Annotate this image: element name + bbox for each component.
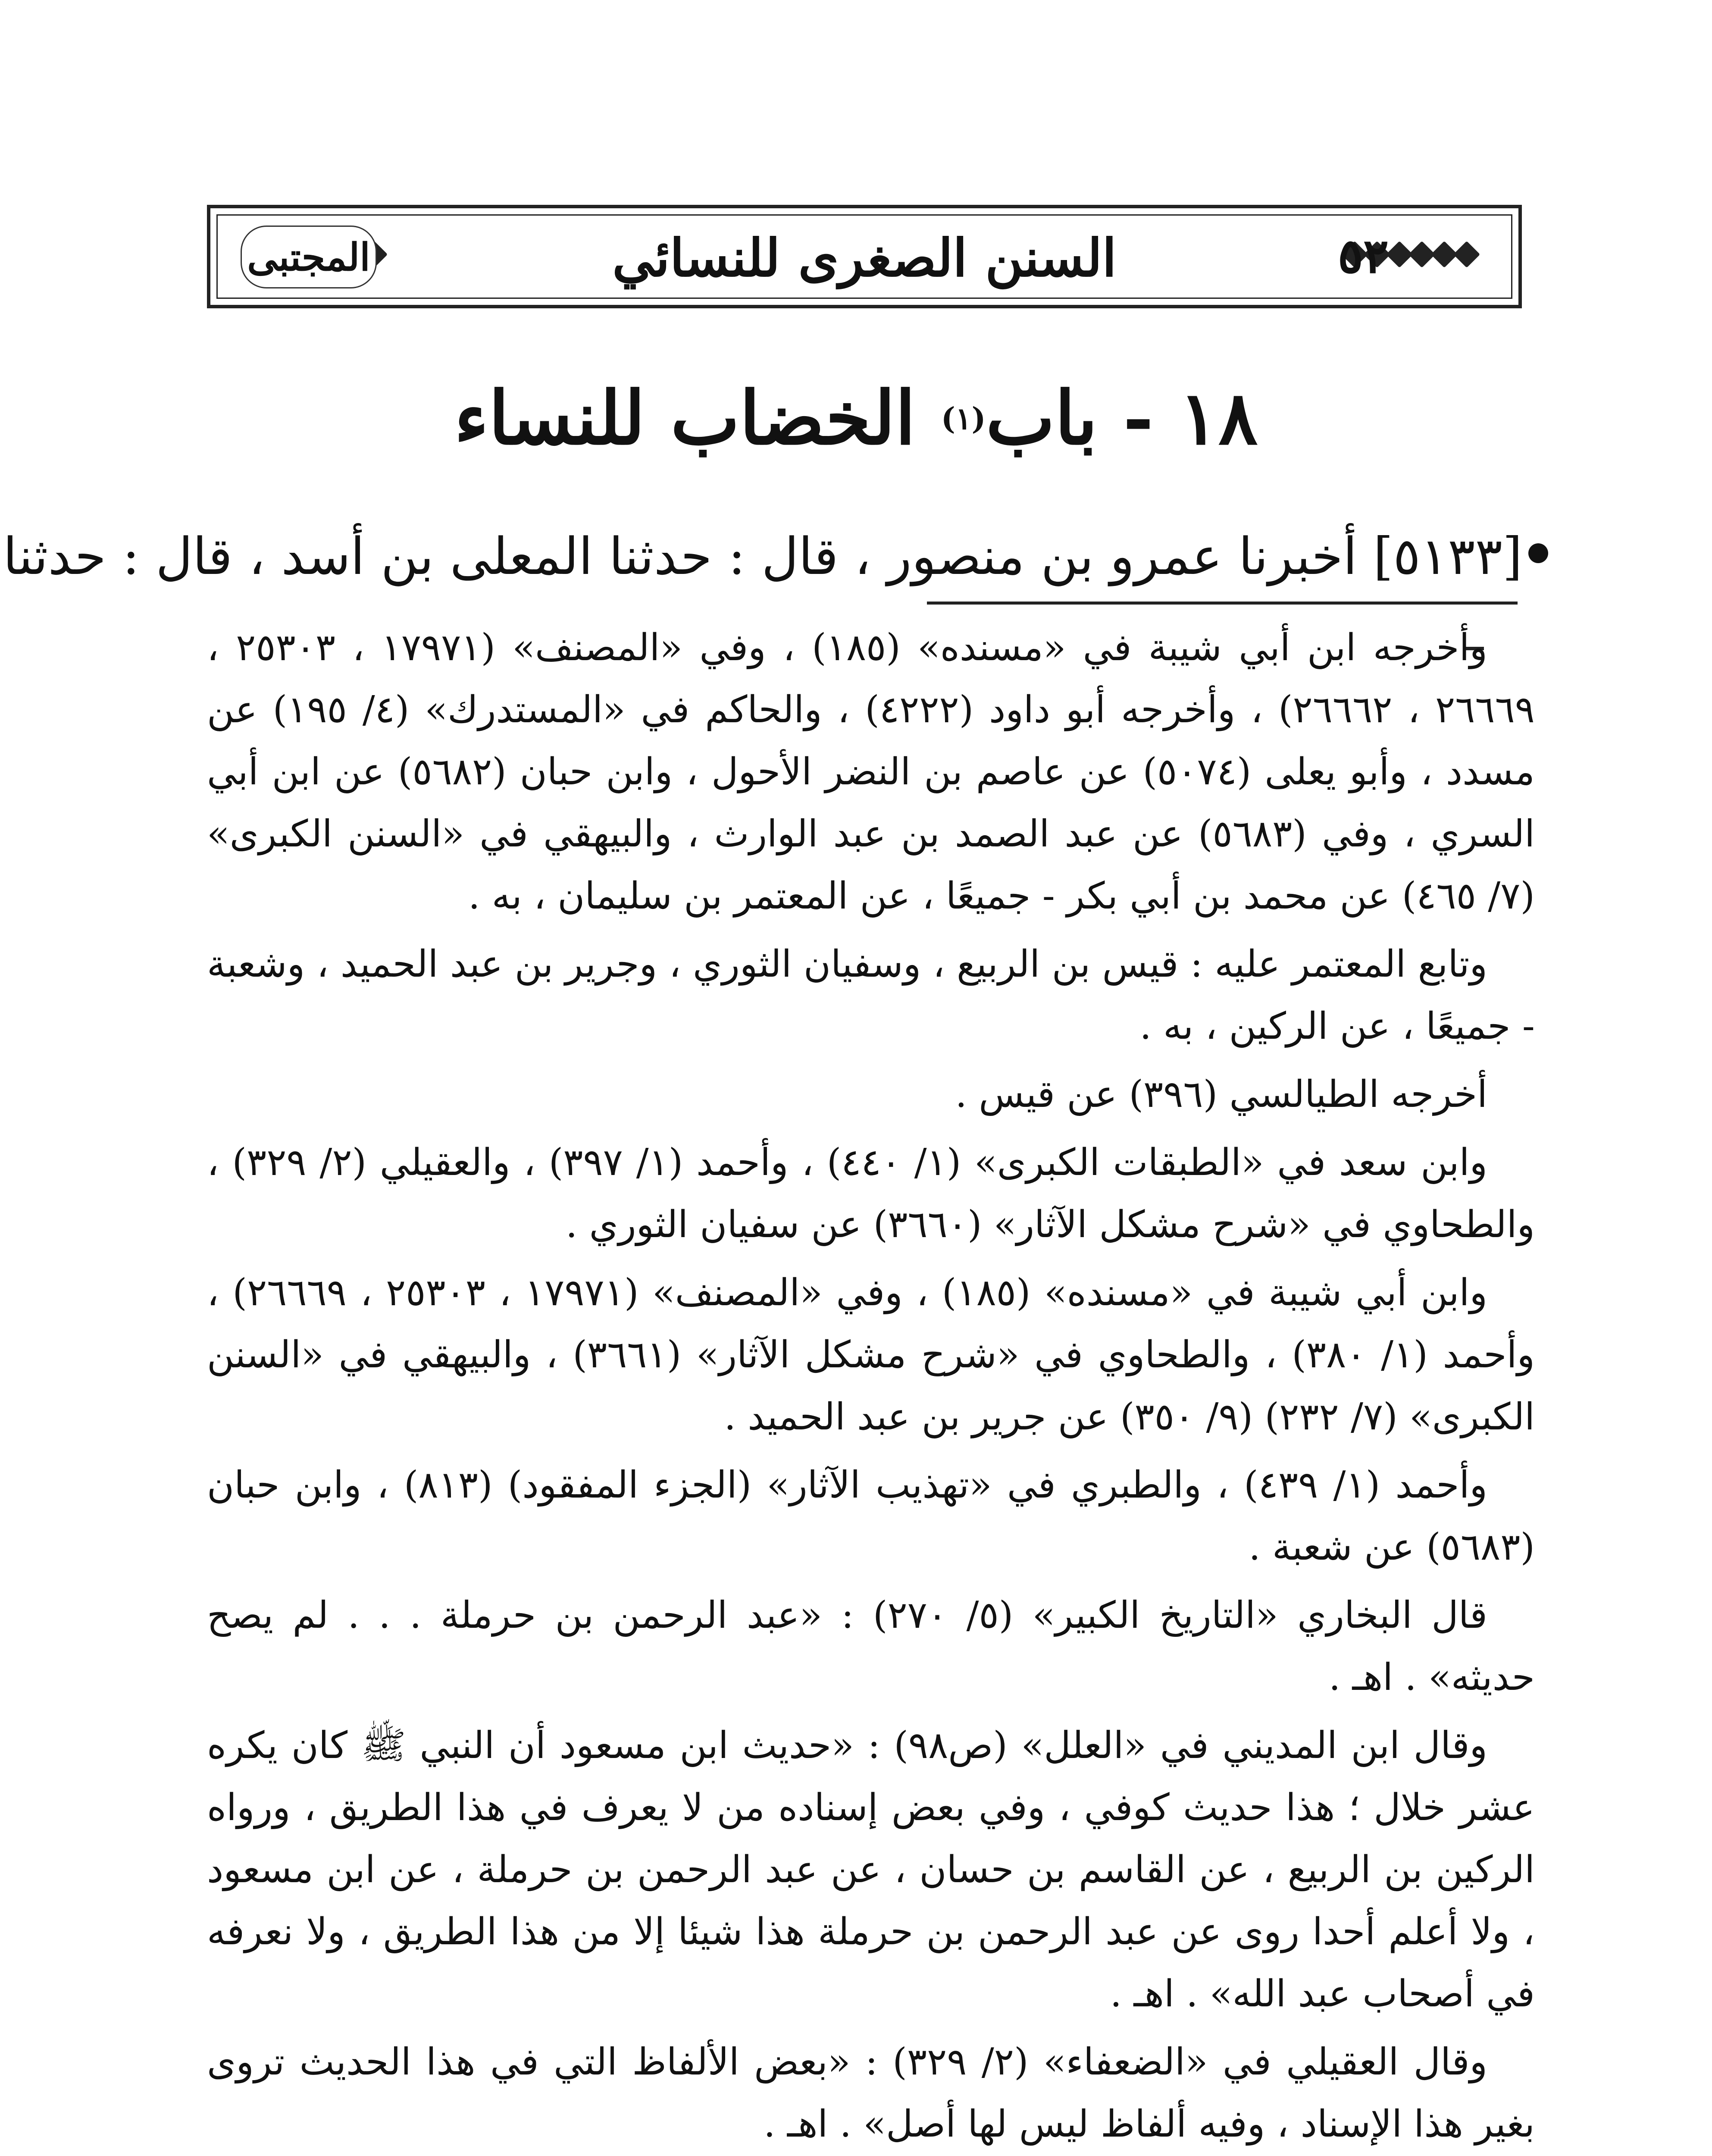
hadith-line bbox=[3, 509, 1522, 604]
note-paragraph: وتابع المعتمر عليه : قيس بن الربيع ، وسفيان الثوري ، وجرير بن عبد الحميد ، وشعبة - جميعًا ، عن الركين ، به . bbox=[207, 943, 1535, 1048]
chapter-dash: - bbox=[1097, 375, 1179, 461]
note-paragraph: وقال العقيلي في «الضعفاء» (٢/ ٣٢٩) : «بعض الألفاظ التي في هذا الحديث تروى بغير هذا الإسناد ، وفيه ألفاظ ليس لها أصل» . اهـ . bbox=[207, 2040, 1535, 2146]
running-title: السنن الصغرى للنسائي bbox=[612, 227, 1117, 288]
footnote-separator bbox=[927, 602, 1518, 605]
footnotes bbox=[207, 617, 1535, 2156]
chapter-number: ١٨ bbox=[1179, 375, 1258, 461]
page-number: ٥٢ bbox=[1337, 228, 1389, 284]
chapter-title: الخضاب للنساء bbox=[454, 375, 916, 461]
page-header bbox=[207, 205, 1522, 308]
chapter-space bbox=[916, 375, 941, 461]
chapter-heading bbox=[0, 367, 1712, 470]
note-paragraph: أخرجه الطيالسي (٣٩٦) عن قيس . bbox=[955, 1073, 1487, 1116]
chapter-label: باب bbox=[986, 375, 1098, 461]
note-paragraph: قال البخاري «التاريخ الكبير» (٥/ ٢٧٠) : «عبد الرحمن بن حرملة . . . لم يصح حديثه» . اهـ . bbox=[207, 1594, 1535, 1699]
hadith-text: أخبرنا عمرو بن منصور ، قال : حدثنا المعلى بن أسد ، قال : حدثنا bbox=[3, 526, 1357, 586]
book-title-box bbox=[241, 226, 377, 288]
note-paragraph: وابن سعد في «الطبقات الكبرى» (١/ ٤٤٠) ، وأحمد (١/ ٣٩٧) ، والعقيلي (٢/ ٣٢٩) ، والطحاوي في «شرح مشكل الآثار» (٣٦٦٠) عن سفيان الثوري . bbox=[207, 1141, 1535, 1246]
chapter-footnote-ref: (١) bbox=[941, 400, 986, 436]
note-paragraph: وقال ابن المديني في «العلل» (ص٩٨) : «حديث ابن مسعود أن النبي ﷺ كان يكره عشر خلال ؛ هذا حديث كوفي ، وفي بعض إسناده من لا يعرف في هذا الطريق ، ورواه الركين بن الربيع ، عن القاسم بن حسان ، عن عبد الرحمن بن حرملة ، عن ابن مسعود ، ولا أعلم أحدا روى عن عبد الرحمن بن حرملة هذا شيئا إلا من هذا الطريق ، ولا نعرفه في أصحاب عبد الله» . اهـ . bbox=[207, 1724, 1535, 2015]
page-number-box bbox=[1316, 226, 1411, 286]
book-title: المجتبى bbox=[247, 235, 370, 279]
note-paragraph: وأحمد (١/ ٤٣٩) ، والطبري في «تهذيب الآثار» (الجزء المفقود) (٨١٣) ، وابن حبان (٥٦٨٣) عن شعبة . bbox=[207, 1463, 1535, 1569]
note-paragraph: وابن أبي شيبة في «مسنده» (١٨٥) ، وفي «المصنف» (١٧٩٧١ ، ٢٥٣٠٣ ، ٢٦٦٦٩) ، وأحمد (١/ ٣٨٠) ، والطحاوي في «شرح مشكل الآثار» (٣٦٦١) ، والبيهقي في «السنن الكبرى» (٧/ ٢٣٢) (٩/ ٣٥٠) عن جرير بن عبد الحميد . bbox=[207, 1271, 1535, 1438]
hadith-bullet-icon bbox=[1528, 543, 1548, 563]
hadith-space bbox=[1357, 526, 1374, 586]
hadith-number: [٥١٣٣] bbox=[1373, 526, 1522, 586]
note-paragraph: وأخرجه ابن أبي شيبة في «مسنده» (١٨٥) ، وفي «المصنف» (١٧٩٧١ ، ٢٥٣٠٣ ، ٢٦٦٦٩ ، ٢٦٦٦٢) ، وأخرجه أبو داود (٤٢٢٢) ، والحاكم في «المستدرك» (٤/ ١٩٥) عن مسدد ، وأبو يعلى (٥٠٧٤) عن عاصم بن النضر الأحول ، وابن حبان (٥٦٨٢) عن ابن أبي السري ، وفي (٥٦٨٣) عن عبد الصمد بن عبد الوارث ، والبيهقي في «السنن الكبرى» (٧/ ٤٦٥) عن محمد بن أبي بكر - جميعًا ، عن المعتمر بن سليمان ، به . bbox=[207, 626, 1535, 918]
